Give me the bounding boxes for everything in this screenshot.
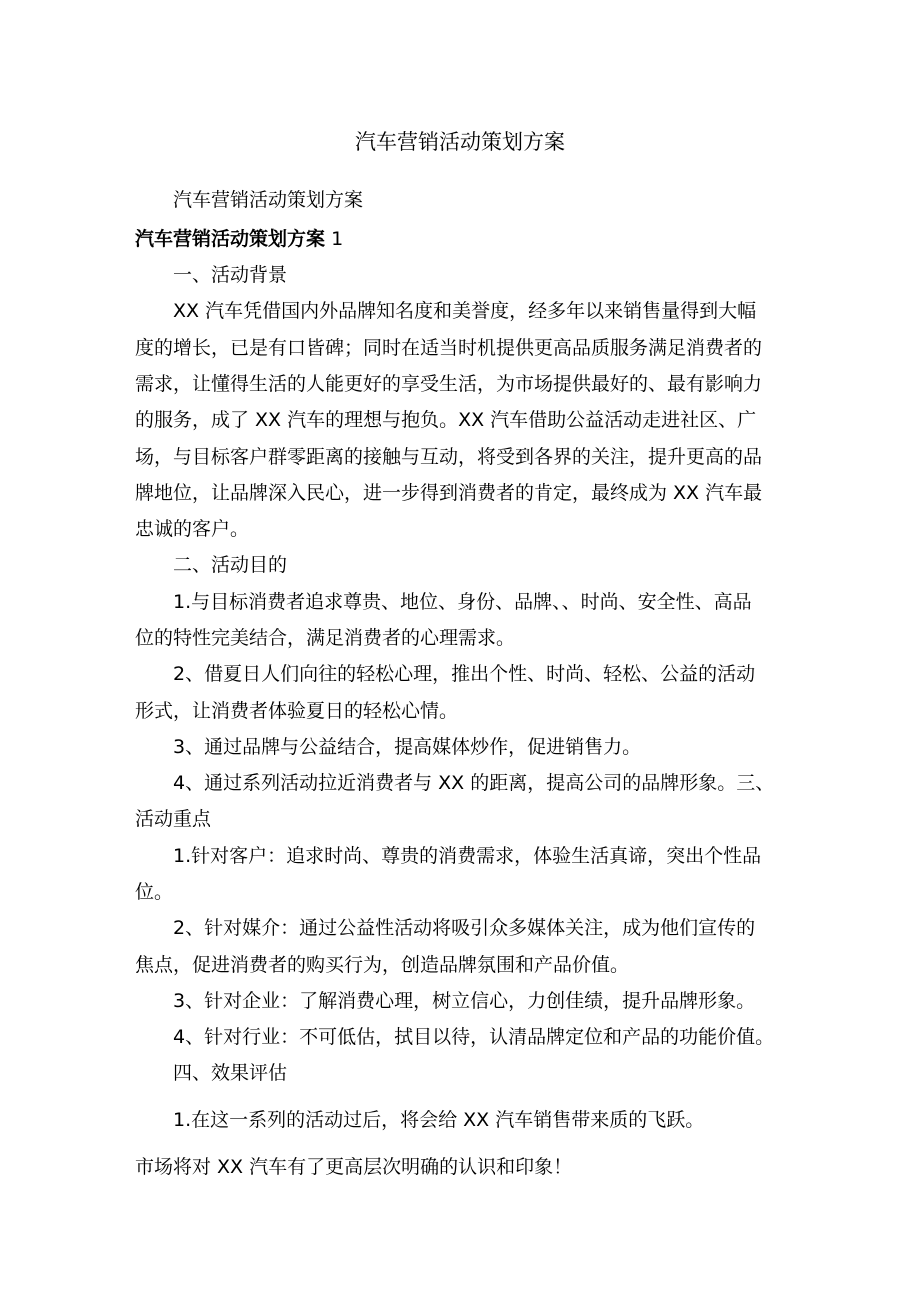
section-heading-number: 1 bbox=[331, 228, 344, 250]
heading-effect-evaluation: 四、效果评估 bbox=[173, 1062, 288, 1084]
paragraph-line: 3、通过品牌与公益结合，提高媒体炒作，促进销售力。 bbox=[173, 736, 642, 758]
paragraph-line: 活动重点 bbox=[135, 808, 212, 830]
paragraph-line: 牌地位，让品牌深入民心，进一步得到消费者的肯定，最终成为 XX 汽车最 bbox=[135, 482, 763, 504]
paragraph-line: 场，与目标客户群零距离的接触与互动，将受到各界的关注，提升更高的品 bbox=[135, 446, 763, 468]
paragraph-line: 4、针对行业：不可低估，拭目以待，认清品牌定位和产品的功能价值。 bbox=[173, 1026, 775, 1048]
paragraph-line: 3、针对企业：了解消费心理，树立信心，力创佳绩，提升品牌形象。 bbox=[173, 990, 756, 1012]
paragraph-line: 2、针对媒介：通过公益性活动将吸引众多媒体关注，成为他们宣传的 bbox=[173, 917, 756, 939]
paragraph-line: 市场将对 XX 汽车有了更高层次明确的认识和印象！ bbox=[135, 1156, 573, 1178]
document-title: 汽车营销活动策划方案 bbox=[355, 130, 565, 154]
paragraph-line: 1.在这一系列的活动过后，将会给 XX 汽车销售带来质的飞跃。 bbox=[173, 1109, 705, 1131]
document-subtitle: 汽车营销活动策划方案 bbox=[173, 189, 364, 211]
paragraph-line: 1.与目标消费者追求尊贵、地位、身份、品牌、、时尚、安全性、高品 bbox=[173, 591, 752, 613]
section-heading-text: 汽车营销活动策划方案 bbox=[135, 228, 326, 250]
paragraph-line: 的服务，成了 XX 汽车的理想与抱负。XX 汽车借助公益活动走进社区、广 bbox=[135, 409, 757, 431]
paragraph-line: 位。 bbox=[135, 881, 174, 903]
paragraph-line: 4、通过系列活动拉近消费者与 XX 的距离，提高公司的品牌形象。三、 bbox=[173, 772, 775, 794]
paragraph-line: 2、借夏日人们向往的轻松心理，推出个性、时尚、轻松、公益的活动 bbox=[173, 663, 756, 685]
paragraph-line: 位的特性完美结合，满足消费者的心理需求。 bbox=[135, 627, 516, 649]
paragraph-line: XX 汽车凭借国内外品牌知名度和美誉度，经多年以来销售量得到大幅 bbox=[173, 300, 757, 322]
paragraph-line: 焦点，促进消费者的购买行为，创造品牌氛围和产品价值。 bbox=[135, 954, 630, 976]
paragraph-line: 忠诚的客户。 bbox=[135, 518, 250, 540]
paragraph-line: 需求，让懂得生活的人能更好的享受生活，为市场提供最好的、最有影响力 bbox=[135, 373, 763, 395]
paragraph-line: 1.针对客户：追求时尚、尊贵的消费需求，体验生活真谛，突出个性品 bbox=[173, 845, 762, 867]
section-heading bbox=[135, 227, 343, 251]
paragraph-line: 度的增长，已是有口皆碑；同时在适当时机提供更高品质服务满足消费者的 bbox=[135, 337, 763, 359]
paragraph-line: 形式，让消费者体验夏日的轻松心情。 bbox=[135, 700, 459, 722]
heading-activity-background: 一、活动背景 bbox=[173, 264, 288, 286]
heading-activity-purpose: 二、活动目的 bbox=[173, 554, 288, 576]
